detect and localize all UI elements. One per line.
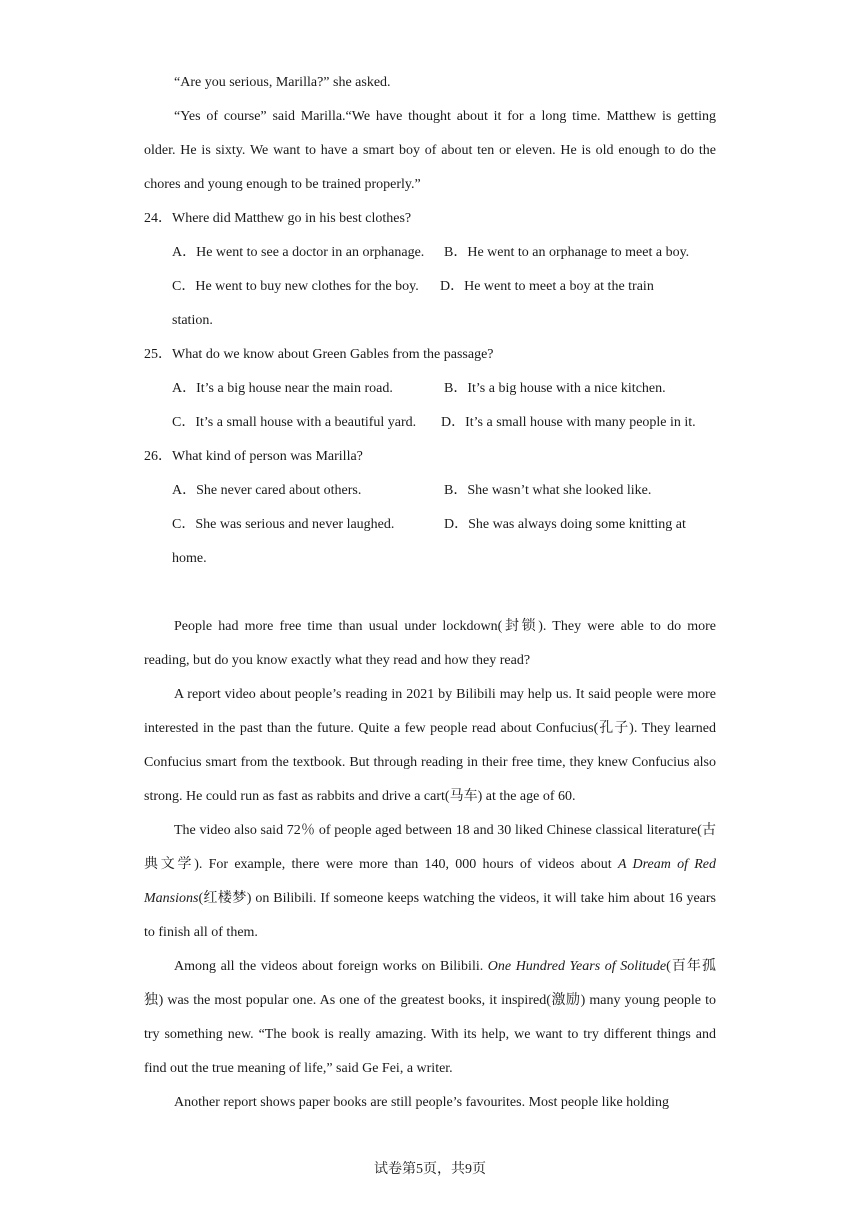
passage2-paragraph-4 — [144, 950, 716, 1086]
passage2-paragraph-4-text-b: (百年孤独) was the most popular one. As one of the greatest books, it inspired(激励) many young people to try something new. “The book is really amazing. With its help, we want to try different things and find out the true meaning of life,” said Ge Fei, a writer. — [144, 959, 716, 1076]
question-26-option-c: C．She was serious and never laughed. — [172, 517, 395, 532]
passage2-paragraph-3 — [144, 814, 716, 950]
question-26-option-a: A．She never cared about others. — [172, 483, 362, 498]
question-25-options-row-2 — [144, 406, 716, 440]
passage2-paragraph-1: People had more free time than usual under lockdown(封锁). They were able to do more reading, but do you know exactly what they read and how they read? — [144, 619, 716, 668]
passage1-paragraph-1: “Are you serious, Marilla?” she asked. — [174, 75, 391, 90]
page-footer: 试卷第5页，共9页 — [374, 1162, 486, 1177]
passage2-paragraph-3-text-b: (红楼梦) on Bilibili. If someone keeps watching the videos, it will take him about 16 years to finish all of them. — [144, 891, 716, 940]
question-26-options-row-2 — [144, 508, 716, 542]
question-26-option-b: B．She wasn’t what she looked like. — [444, 483, 652, 498]
question-26-options-row-1 — [144, 474, 716, 508]
question-24-option-a: A．He went to see a doctor in an orphanage. — [172, 245, 425, 260]
page-content — [144, 66, 716, 1120]
passage1-paragraph-2: “Yes of course” said Marilla.“We have thought about it for a long time. Matthew is getting older. He is sixty. We want to have a smart boy of about ten or eleven. He is old enough to do the chores and young enough to be trained properly.” — [144, 109, 716, 192]
section-gap — [144, 576, 716, 610]
question-24-option-b: B．He went to an orphanage to meet a boy. — [444, 245, 690, 260]
passage2-paragraph-5: Another report shows paper books are still people’s favourites. Most people like holding — [174, 1095, 669, 1110]
question-24-option-d: D．He went to meet a boy at the train — [440, 279, 654, 294]
book-title-solitude: One Hundred Years of Solitude — [487, 959, 667, 974]
question-24-options-row-1 — [144, 236, 716, 270]
question-25-option-c: C．It’s a small house with a beautiful yard. — [172, 415, 417, 430]
passage2-paragraph-4-text-a: Among all the videos about foreign works on Bilibili. — [174, 959, 488, 974]
question-26-option-d-continued: home. — [172, 551, 207, 566]
question-25-options-row-1 — [144, 372, 716, 406]
question-26-stem: 26．What kind of person was Marilla? — [144, 449, 363, 464]
book-title-red-mansions: A Dream of Red Mansions — [144, 857, 716, 906]
question-25-stem: 25．What do we know about Green Gables from the passage? — [144, 347, 494, 362]
question-25-option-d: D．It’s a small house with many people in it. — [441, 415, 696, 430]
question-24-option-d-continued: station. — [172, 313, 213, 328]
passage2-paragraph-3-text-a: The video also said 72％ of people aged between 18 and 30 liked Chinese classical literature(古典文学). For example, there were more than 140, 000 hours of videos about — [144, 823, 716, 872]
question-26-option-d: D．She was always doing some knitting at — [444, 517, 686, 532]
question-25-option-a: A．It’s a big house near the main road. — [172, 381, 393, 396]
question-24-options-row-2 — [144, 270, 716, 304]
question-25-option-b: B．It’s a big house with a nice kitchen. — [444, 381, 666, 396]
question-24-stem: 24．Where did Matthew go in his best clothes? — [144, 211, 412, 226]
passage2-paragraph-2: A report video about people’s reading in 2021 by Bilibili may help us. It said people were more interested in the past than the future. Quite a few people read about Confucius(孔子). They learned Confucius smart from the textbook. But through reading in their free time, they knew Confucius also strong. He could run as fast as rabbits and drive a cart(马车) at the age of 60. — [144, 687, 716, 804]
question-24-option-c: C．He went to buy new clothes for the boy. — [172, 279, 419, 294]
